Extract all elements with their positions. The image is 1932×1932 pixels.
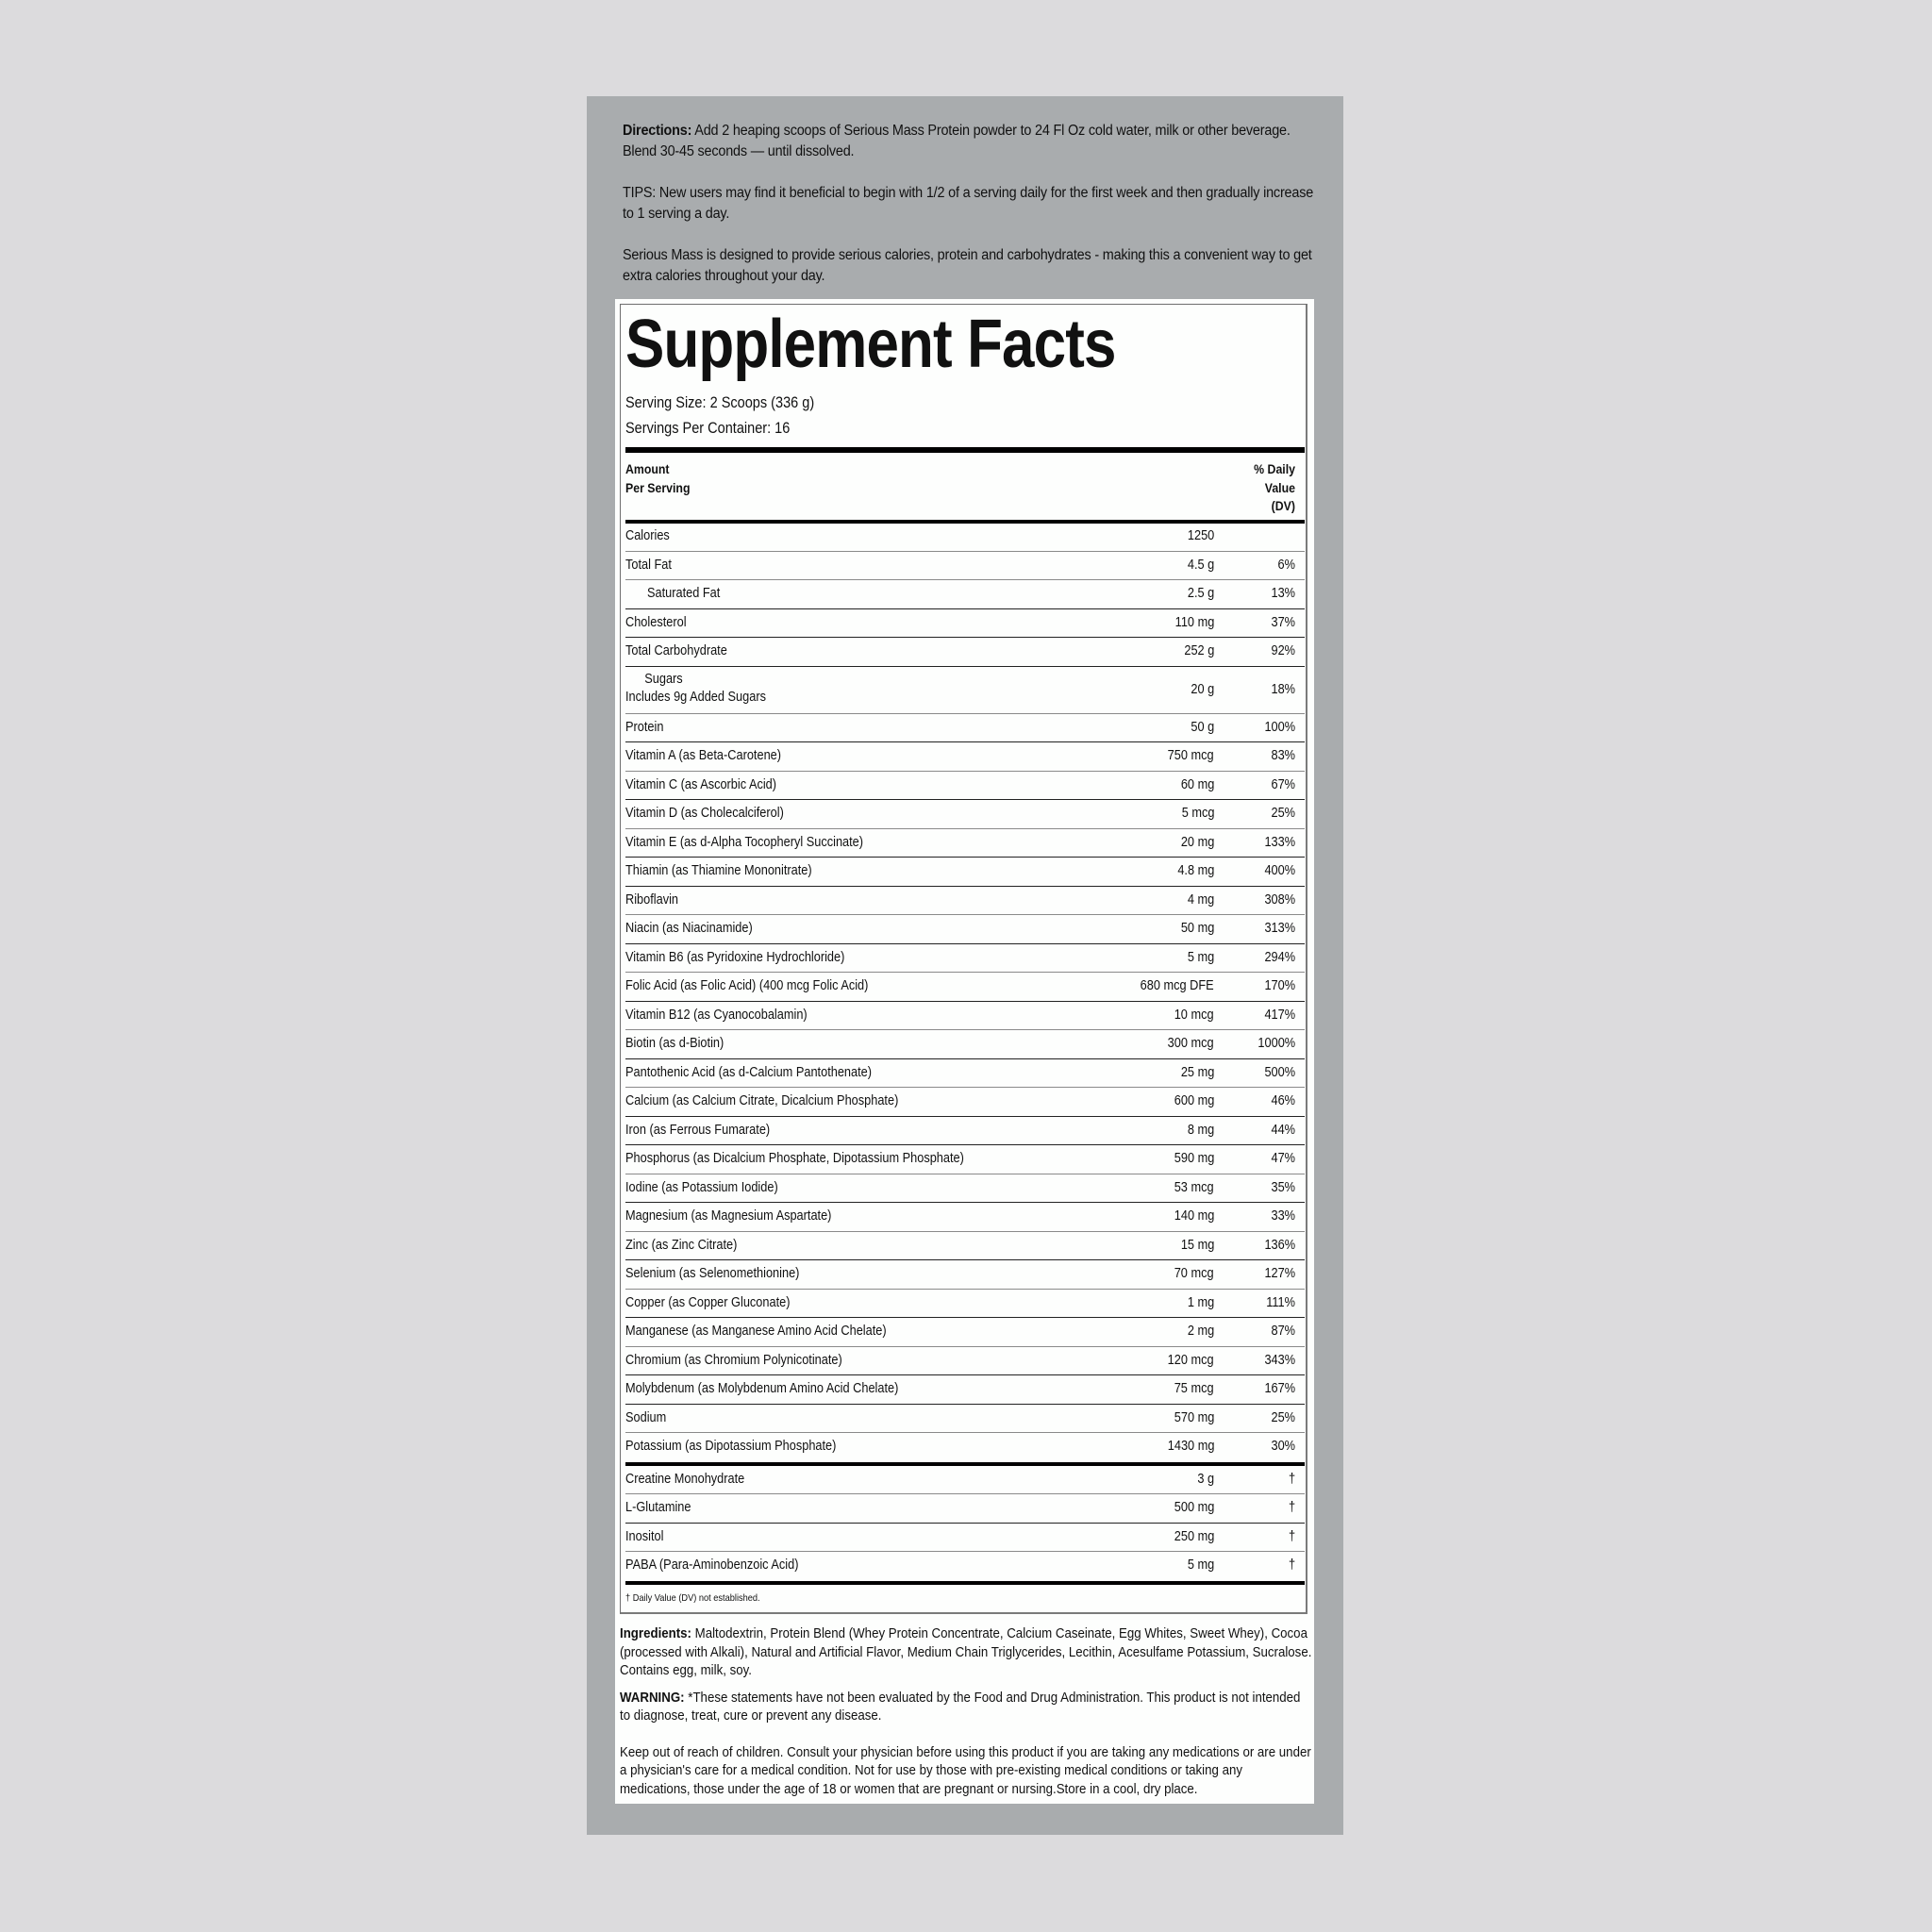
nutrient-name: Copper (as Copper Gluconate) xyxy=(625,1294,791,1310)
nutrient-amount: 2 mg xyxy=(1187,1324,1214,1339)
nutrient-name: Total Carbohydrate xyxy=(625,643,727,658)
nutrient-name: Riboflavin xyxy=(625,891,679,908)
nutrient-name: Vitamin B12 (as Cyanocobalamin) xyxy=(625,1007,808,1023)
nutrient-row xyxy=(625,1232,1305,1261)
nutrient-name: Iron (as Ferrous Fumarate) xyxy=(625,1122,771,1138)
nutrient-daily-value: 25% xyxy=(1271,1409,1295,1425)
nutrient-daily-value: 6% xyxy=(1277,557,1295,573)
amount-per-serving-header xyxy=(625,460,690,497)
nutrient-daily-value: † xyxy=(1288,1471,1295,1487)
nutrient-daily-value: 100% xyxy=(1264,719,1295,735)
nutrient-amount: 50 mg xyxy=(1180,921,1214,936)
nutrient-daily-value: 35% xyxy=(1271,1179,1295,1195)
nutrient-amount: 570 mg xyxy=(1174,1409,1214,1425)
nutrient-row xyxy=(625,1405,1305,1434)
nutrient-row xyxy=(625,667,1305,714)
nutrient-daily-value: 133% xyxy=(1264,834,1295,850)
nutrient-name: Magnesium (as Magnesium Aspartate) xyxy=(625,1208,832,1224)
nutrient-name: Creatine Monohydrate xyxy=(625,1471,745,1487)
nutrient-name: PABA (Para-Aminobenzoic Acid) xyxy=(625,1557,799,1573)
description-paragraph: Serious Mass is designed to provide serious calories, protein and carbohydrates - making this a convenient way to get extra calories throughout your day. xyxy=(623,247,1312,284)
nutrient-amount: 70 mcg xyxy=(1174,1266,1214,1281)
nutrient-daily-value: 500% xyxy=(1264,1064,1295,1080)
nutrient-amount: 252 g xyxy=(1184,643,1214,658)
nutrient-daily-value: 13% xyxy=(1271,586,1295,601)
nutrient-row xyxy=(625,1260,1305,1290)
tips-paragraph: TIPS: New users may find it beneficial to begin with 1/2 of a serving daily for the first week and then gradually increase to 1 serving a day. xyxy=(623,185,1314,222)
nutrient-amount: 50 g xyxy=(1191,719,1214,735)
nutrient-amount: 300 mcg xyxy=(1168,1036,1214,1051)
nutrient-daily-value: 313% xyxy=(1264,921,1295,936)
nutrient-daily-value: 47% xyxy=(1271,1151,1295,1166)
nutrient-daily-value: 343% xyxy=(1264,1352,1295,1368)
nutrient-daily-value: 33% xyxy=(1271,1208,1295,1224)
nutrient-name: Saturated Fat xyxy=(647,586,721,601)
nutrient-name: Niacin (as Niacinamide) xyxy=(625,921,753,936)
nutrient-row xyxy=(625,800,1305,829)
nutrient-name: Vitamin E (as d-Alpha Tocopheryl Succinate) xyxy=(625,834,864,850)
nutrient-daily-value: 25% xyxy=(1271,806,1295,821)
nutrient-name: Protein xyxy=(625,719,664,735)
nutrient-name: Potassium (as Dipotassium Phosphate) xyxy=(625,1439,837,1454)
nutrient-name: Folic Acid (as Folic Acid) (400 mcg Folic Acid) xyxy=(625,978,869,993)
nutrient-amount: 4.8 mg xyxy=(1176,863,1214,878)
nutrient-name: Vitamin D (as Cholecalciferol) xyxy=(625,806,784,821)
facts-title: Supplement Facts xyxy=(625,307,1116,382)
ingredients-paragraph xyxy=(620,1624,1313,1680)
nutrient-name: Chromium (as Chromium Polynicotinate) xyxy=(625,1352,842,1368)
dv-footnote: † Daily Value (DV) not established. xyxy=(625,1592,760,1604)
nutrient-row xyxy=(625,772,1305,801)
nutrient-amount: 110 mg xyxy=(1174,614,1214,630)
nutrient-name: Vitamin C (as Ascorbic Acid) xyxy=(625,776,777,792)
nutrient-row xyxy=(625,1030,1305,1059)
thick-rule-bottom xyxy=(625,1581,1305,1585)
label-footer-text xyxy=(620,1624,1313,1807)
ingredients-label: Ingredients: xyxy=(620,1625,691,1641)
nutrient-row xyxy=(625,1290,1305,1319)
nutrient-table xyxy=(625,523,1305,1585)
directions-section xyxy=(623,121,1321,308)
nutrient-daily-value: 111% xyxy=(1266,1294,1295,1310)
nutrient-amount: 5 mg xyxy=(1187,1557,1214,1573)
nutrient-amount: 1430 mg xyxy=(1167,1439,1214,1454)
header-per-serving: Per Serving xyxy=(625,479,691,495)
nutrient-row xyxy=(625,1466,1305,1495)
nutrient-row xyxy=(625,1318,1305,1347)
nutrient-row xyxy=(625,829,1305,858)
warning-label: WARNING: xyxy=(620,1689,685,1706)
nutrient-amount: 500 mg xyxy=(1174,1500,1214,1515)
header-amount: Amount xyxy=(625,461,670,476)
nutrient-daily-value: 400% xyxy=(1264,863,1295,878)
nutrient-row xyxy=(625,1347,1305,1376)
nutrient-name-main: Sugars xyxy=(644,671,683,687)
nutrient-amount: 5 mcg xyxy=(1181,806,1214,821)
nutrient-row xyxy=(625,1552,1305,1581)
directions-label: Directions: xyxy=(623,123,692,139)
caution-paragraph: Keep out of reach of children. Consult your physician before using this product if you are taking any medications or are under a physician's care for a medical condition. Not for use by those with pre-existing medical conditions or taking any medications, those under the age of 18 or women that are pregnant or nursing.Store in a cool, dry place. xyxy=(620,1743,1311,1797)
warning-paragraph xyxy=(620,1689,1313,1725)
nutrient-daily-value: 67% xyxy=(1271,776,1295,792)
nutrient-daily-value: 46% xyxy=(1271,1093,1295,1108)
nutrient-amount: 15 mg xyxy=(1180,1237,1214,1253)
nutrient-amount: 140 mg xyxy=(1174,1208,1214,1224)
nutrient-row xyxy=(625,1002,1305,1031)
nutrient-name: Zinc (as Zinc Citrate) xyxy=(625,1237,738,1253)
nutrient-row xyxy=(625,1145,1305,1174)
nutrient-row xyxy=(625,1088,1305,1117)
nutrient-amount: 5 mg xyxy=(1187,949,1214,965)
serving-size: Serving Size: 2 Scoops (336 g) xyxy=(625,394,815,411)
nutrient-row xyxy=(625,742,1305,772)
nutrient-amount: 53 mcg xyxy=(1174,1179,1214,1195)
nutrient-row xyxy=(625,1174,1305,1204)
nutrient-amount: 250 mg xyxy=(1174,1528,1214,1544)
directions-paragraph xyxy=(623,121,1321,162)
nutrient-amount: 4 mg xyxy=(1187,891,1214,908)
nutrient-name xyxy=(625,671,766,708)
nutrient-name: Phosphorus (as Dicalcium Phosphate, Dipotassium Phosphate) xyxy=(625,1151,964,1166)
nutrient-daily-value: 18% xyxy=(1271,681,1295,697)
servings-per-container: Servings Per Container: 16 xyxy=(625,420,791,437)
nutrient-name: Cholesterol xyxy=(625,614,687,630)
daily-value-header xyxy=(1195,460,1295,516)
header-dv: (DV) xyxy=(1271,498,1295,513)
nutrient-daily-value: 167% xyxy=(1264,1381,1295,1396)
nutrient-amount: 20 mg xyxy=(1180,834,1214,850)
nutrient-name: Vitamin B6 (as Pyridoxine Hydrochloride) xyxy=(625,949,845,965)
nutrient-amount: 10 mcg xyxy=(1174,1007,1214,1023)
warning-text: *These statements have not been evaluated by the Food and Drug Administration. This product is not intended to diagnose, treat, cure or prevent any disease. xyxy=(620,1689,1301,1724)
nutrient-amount: 20 g xyxy=(1191,681,1214,697)
nutrient-daily-value: 1000% xyxy=(1257,1036,1295,1051)
nutrient-row xyxy=(625,858,1305,887)
directions-text: Add 2 heaping scoops of Serious Mass Protein powder to 24 Fl Oz cold water, milk or other beverage. Blend 30-45 seconds — until dissolved. xyxy=(623,123,1291,159)
nutrient-amount: 1250 xyxy=(1187,528,1214,543)
nutrient-row xyxy=(625,1433,1305,1462)
header-daily: % Daily xyxy=(1254,461,1295,476)
nutrient-amount: 25 mg xyxy=(1180,1064,1214,1080)
nutrient-amount: 600 mg xyxy=(1174,1093,1214,1108)
nutrient-amount: 75 mcg xyxy=(1174,1381,1214,1396)
nutrient-daily-value: † xyxy=(1288,1528,1295,1544)
nutrient-daily-value: † xyxy=(1288,1500,1295,1515)
nutrient-daily-value: 294% xyxy=(1264,949,1295,965)
header-value: Value xyxy=(1264,479,1295,495)
nutrient-name: Pantothenic Acid (as d-Calcium Pantothenate) xyxy=(625,1064,873,1080)
nutrient-daily-value: 417% xyxy=(1264,1007,1295,1023)
nutrient-amount: 590 mg xyxy=(1174,1151,1214,1166)
nutrient-row xyxy=(625,1375,1305,1405)
nutrient-name-sub: Includes 9g Added Sugars xyxy=(625,690,766,705)
nutrient-name: Biotin (as d-Biotin) xyxy=(625,1036,724,1051)
ingredients-text: Maltodextrin, Protein Blend (Whey Protein Concentrate, Calcium Caseinate, Egg Whites, Sweet Whey), Cocoa (processed with Alkali), Natural and Artificial Flavor, Medium Chain Triglycerides, Lecithin, Acesulfame Potassium, Sucralose. Contains egg, milk, soy. xyxy=(620,1625,1312,1678)
nutrient-daily-value: 37% xyxy=(1271,614,1295,630)
nutrient-daily-value: 127% xyxy=(1264,1266,1295,1281)
nutrient-row xyxy=(625,1524,1305,1553)
nutrient-name: Manganese (as Manganese Amino Acid Chelate) xyxy=(625,1324,887,1339)
nutrient-amount: 3 g xyxy=(1197,1471,1214,1487)
nutrient-daily-value: 136% xyxy=(1264,1237,1295,1253)
nutrient-row xyxy=(625,609,1305,639)
nutrient-row xyxy=(625,580,1305,609)
nutrient-row xyxy=(625,973,1305,1002)
nutrient-name: Calcium (as Calcium Citrate, Dicalcium Phosphate) xyxy=(625,1093,899,1108)
nutrient-daily-value: 170% xyxy=(1264,978,1295,993)
nutrient-daily-value: 44% xyxy=(1271,1122,1295,1138)
nutrient-name: L-Glutamine xyxy=(625,1500,691,1515)
nutrient-row xyxy=(625,1117,1305,1146)
nutrient-name: Vitamin A (as Beta-Carotene) xyxy=(625,748,782,763)
nutrient-amount: 680 mcg DFE xyxy=(1140,978,1214,993)
nutrient-row xyxy=(625,887,1305,916)
nutrient-daily-value: 30% xyxy=(1271,1439,1295,1454)
nutrient-amount: 1 mg xyxy=(1187,1294,1214,1310)
nutrient-row xyxy=(625,944,1305,974)
nutrient-name: Inositol xyxy=(625,1528,664,1544)
nutrient-amount: 120 mcg xyxy=(1168,1352,1214,1368)
nutrient-row xyxy=(625,638,1305,667)
nutrient-row xyxy=(625,915,1305,944)
nutrient-daily-value: 308% xyxy=(1264,891,1295,908)
nutrient-row xyxy=(625,1059,1305,1089)
nutrient-row xyxy=(625,714,1305,743)
nutrient-row xyxy=(625,1203,1305,1232)
nutrient-daily-value: 87% xyxy=(1271,1324,1295,1339)
nutrient-name: Molybdenum (as Molybdenum Amino Acid Chelate) xyxy=(625,1381,899,1396)
nutrient-name: Thiamin (as Thiamine Mononitrate) xyxy=(625,863,812,878)
nutrient-amount: 2.5 g xyxy=(1187,586,1214,601)
nutrient-name: Sodium xyxy=(625,1409,667,1425)
thick-rule-top xyxy=(625,447,1305,453)
nutrient-amount: 750 mcg xyxy=(1168,748,1214,763)
nutrient-row xyxy=(625,552,1305,581)
nutrient-name: Calories xyxy=(625,528,670,543)
nutrient-name: Total Fat xyxy=(625,557,672,573)
nutrient-row xyxy=(625,1494,1305,1524)
nutrient-daily-value: † xyxy=(1288,1557,1295,1573)
nutrient-amount: 4.5 g xyxy=(1187,557,1214,573)
nutrient-daily-value: 83% xyxy=(1271,748,1295,763)
nutrient-name: Selenium (as Selenomethionine) xyxy=(625,1266,800,1281)
nutrient-amount: 60 mg xyxy=(1180,776,1214,792)
nutrient-daily-value: 92% xyxy=(1271,643,1295,658)
nutrient-name: Iodine (as Potassium Iodide) xyxy=(625,1179,778,1195)
nutrient-row xyxy=(625,523,1305,552)
nutrient-amount: 8 mg xyxy=(1187,1122,1214,1138)
